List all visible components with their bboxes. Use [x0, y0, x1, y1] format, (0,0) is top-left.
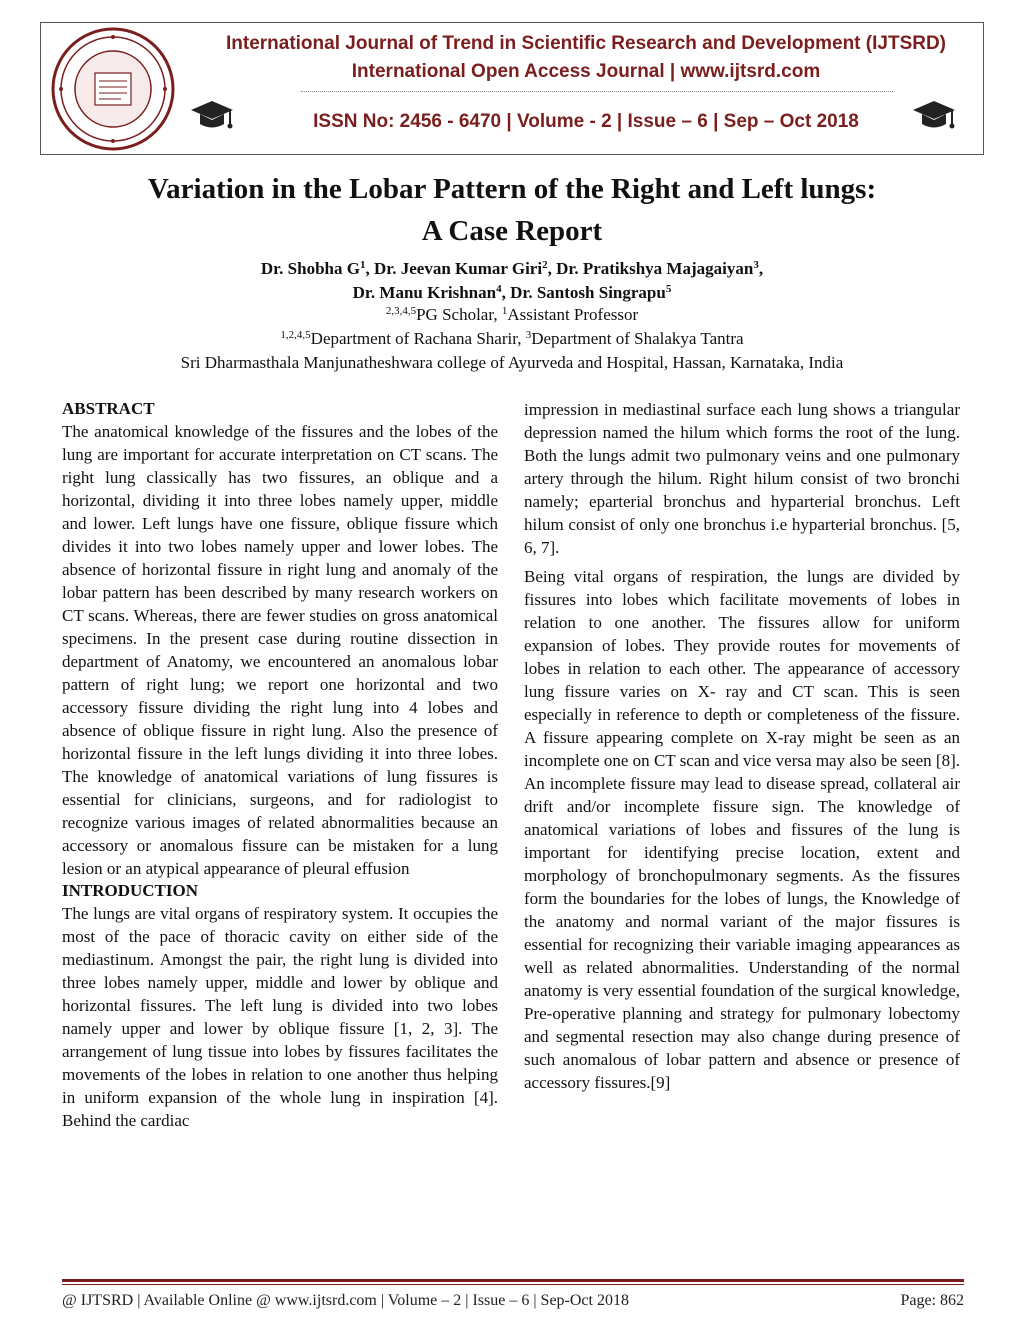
- affiliation-text: Department of Rachana Sharir,: [310, 329, 526, 348]
- journal-name: International Journal of Trend in Scientific Research and Development (IJTSRD): [225, 33, 947, 54]
- author-name: , Dr. Santosh Singrapu: [501, 283, 666, 302]
- affiliation-superscript: 2,3,4,5: [385, 305, 417, 317]
- introduction-text: The lungs are vital organs of respiratory system. It occupies the most of the pace of thoracic cavity on either side of the mediastinum. Amongst the pair, the right lung is divided into three lobes namely upper, middle and lower by oblique and horizontal fissures. The left lung is divided into two lobes namely upper and lower by oblique fissure [1, 2, 3]. The arrangement of lung tissue into lobes by fissures facilitates the movements of the lobes in relation to one another thus helping in uniform expansion of the whole lung in inspiration [4]. Behind the cardiac: [62, 904, 498, 1130]
- author-superscript: 3: [753, 259, 759, 271]
- affiliation-roles: [40, 304, 984, 325]
- author-name: , Dr. Pratikshya Majagaiyan: [547, 259, 754, 278]
- footer-divider-thin: [62, 1284, 964, 1285]
- footer-citation: @ IJTSRD | Available Online @ www.ijtsrd.com | Volume – 2 | Issue – 6 | Sep-Oct 2018: [62, 1292, 629, 1309]
- ijtsrd-seal-logo-icon: [51, 27, 175, 151]
- author-name: Dr. Shobha G: [260, 259, 360, 278]
- author-line-2: [40, 282, 984, 303]
- journal-header: [40, 22, 984, 155]
- author-name: Dr. Manu Krishnan: [352, 283, 497, 302]
- paper-title-line2: A Case Report: [421, 215, 603, 247]
- affiliation-superscript: 1,2,4,5: [280, 329, 311, 341]
- right-column: [524, 398, 960, 1094]
- header-divider: [301, 91, 893, 92]
- paper-title-line1: Variation in the Lobar Pattern of the Right and Left lungs:: [147, 173, 877, 205]
- author-superscript: 5: [665, 283, 672, 295]
- left-column: [62, 398, 498, 1132]
- affiliation-superscript: 3: [525, 329, 532, 341]
- affiliation-text: PG Scholar,: [416, 305, 502, 324]
- abstract-heading: ABSTRACT: [62, 399, 155, 418]
- journal-website-line: International Open Access Journal | www.ijtsrd.com: [351, 61, 821, 82]
- abstract-text: The anatomical knowledge of the fissures and the lobes of the lung are important for accurate interpretation on CT scans. The right lung classically has two fissures, an oblique and a horizontal, dividing it into three lobes namely upper, middle and lower. Left lungs have one fissure, oblique fissure which divides it into two lobes namely upper and lower lobes. The absence of horizontal fissure in right lung and anomaly of the lobar pattern has been described by many research workers on CT scans. Whereas, there are fewer studies on gross anatomical specimens. In the present case during routine dissection in department of Anatomy, we encountered an anomalous lobar pattern of right lung; we report one horizontal and two accessory fissure dividing the right lung into 4 lobes and absence of oblique fissure in right lung. Also the presence of horizontal fissure in the left lungs dividing it into three lobes. The knowledge of anatomical variations of lung fissures is essential for clinicians, surgeons, and for radiologist to recognize various images of related abnormalities because an accessory or anomalous fissure can be mistaken for a lung lesion or an atypical appearance of pleural effusion: [62, 422, 498, 878]
- affiliation-superscript: 1: [501, 305, 508, 317]
- affiliation-departments: [40, 328, 984, 349]
- body-paragraph-fissures: Being vital organs of respiration, the lungs are divided by fissures into lobes which facilitate movements of lobes in relation to one another. The fissures allow for uniform expansion of lobes. They provide routes for movements of lobes in relation to each other. The appearance of accessory lung fissure varies on X- ray and CT scan. This is seen especially in reference to depth or completeness of the fissure. A fissure appearing complete on X-ray might be seen as an incomplete one on CT scan and vice versa may also be seen [8]. An incomplete fissure may lead to disease spread, collateral air drift and/or incomplete fissure sign. The knowledge of anatomical variations of lobes and fissures of the lung is important for identifying precise location, extent and morphology of bronchopulmonary segments. As the fissures form the boundaries for the lobes of lungs, the Knowledge of the anatomy and normal variant of the major fissures is essential for recognizing their variable imaging appearances as well as related abnormalities. Understanding of the normal anatomy is very essential foundation of the surgical knowledge, Pre-operative planning and strategy for pulmonary lobectomy and segmental resection may also change during presence of such anomalous of lobar pattern and absence or presence of accessory fissures.[9]: [524, 567, 960, 1092]
- introduction-heading: INTRODUCTION: [62, 881, 199, 900]
- footer-divider: [62, 1279, 964, 1282]
- affiliation-text: Assistant Professor: [507, 305, 639, 324]
- author-name: , Dr. Jeevan Kumar Giri: [365, 259, 543, 278]
- body-paragraph-hilum: impression in mediastinal surface each lung shows a triangular depression named the hilum which forms the root of the lung. Both the lungs admit two pulmonary veins and one pulmonary artery through the hilum. Right hilum consist of two bronchi namely; eparterial bronchus and hyparterial bronchus. Left hilum consist of only one bronchus i.e hyparterial bronchus. [5, 6, 7].: [524, 400, 960, 557]
- affiliation-institution: Sri Dharmasthala Manjunatheshwara college of Ayurveda and Hospital, Hassan, Karnataka, India: [180, 353, 844, 372]
- author-separator: ,: [758, 259, 764, 278]
- author-superscript: 1: [359, 259, 366, 271]
- author-superscript: 2: [542, 259, 548, 271]
- page-footer: [62, 1292, 964, 1310]
- issn-volume-line: ISSN No: 2456 - 6470 | Volume - 2 | Issue – 6 | Sep – Oct 2018: [313, 111, 859, 132]
- page-number: Page: 862: [900, 1292, 964, 1309]
- author-superscript: 4: [496, 283, 502, 295]
- affiliation-text: Department of Shalakya Tantra: [531, 329, 744, 348]
- author-line-1: [40, 258, 984, 279]
